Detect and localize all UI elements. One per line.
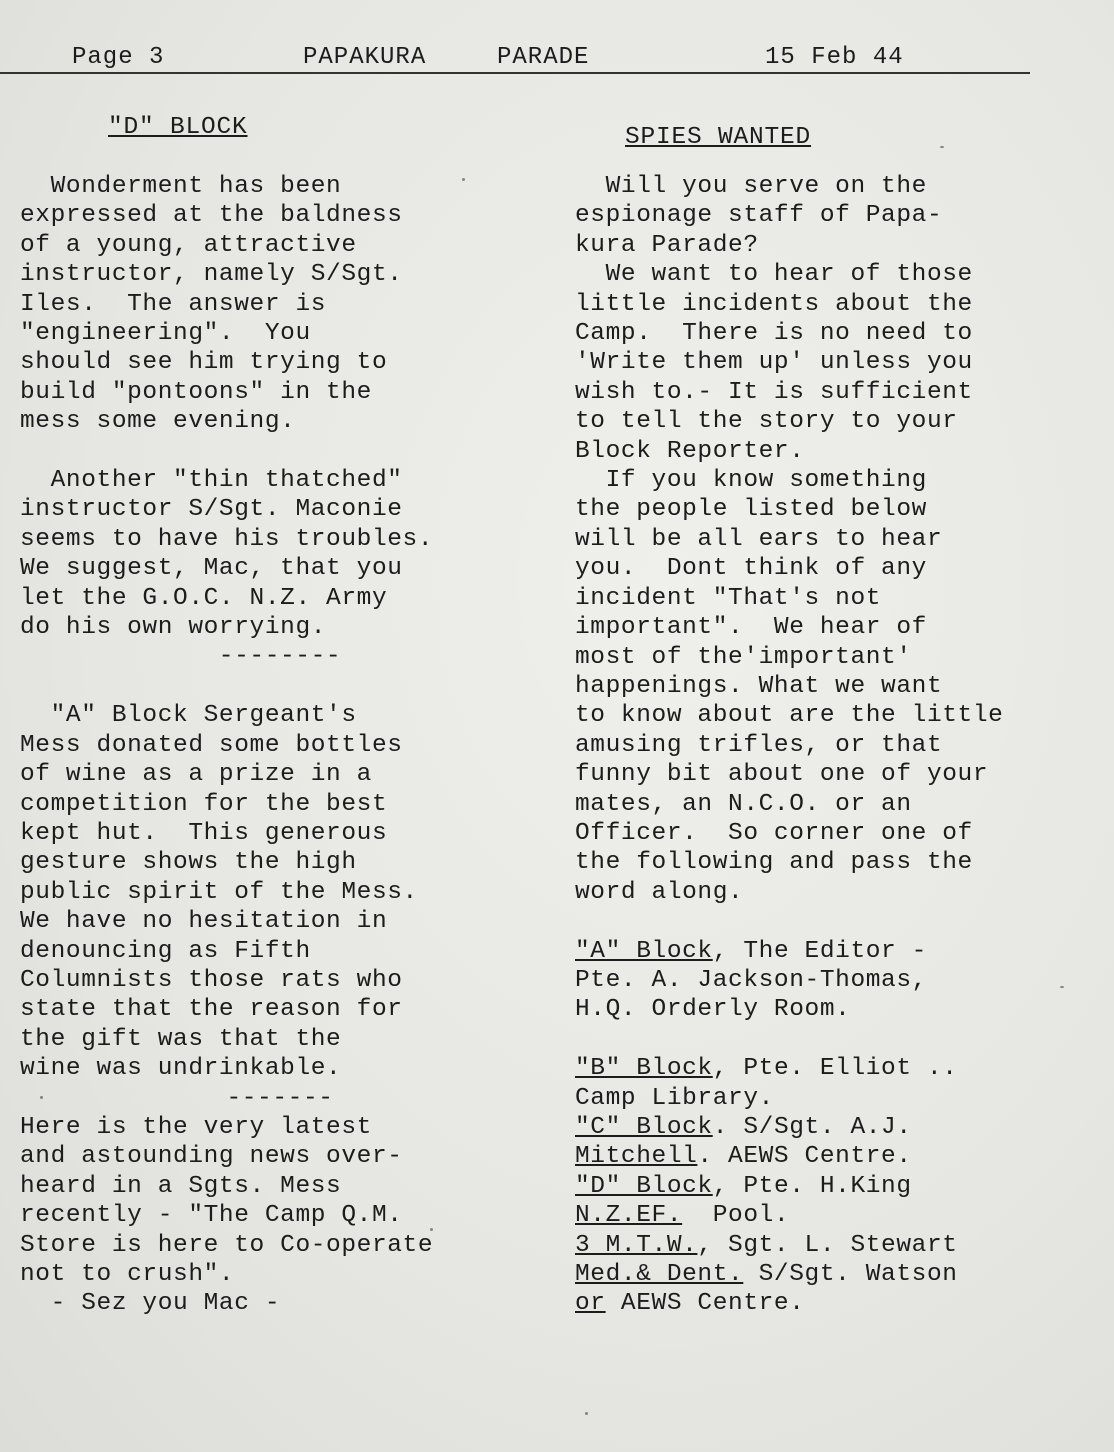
right-column (575, 172, 1095, 1319)
text-line: word along. (575, 878, 744, 906)
contact-label: Med.& Dent. (575, 1261, 744, 1288)
publication-title-2: PARADE (497, 44, 590, 71)
separator-line: ------- (226, 1084, 334, 1112)
text-line: 'Write them up' unless you (575, 349, 973, 377)
publication-title: PAPAKURA (303, 44, 427, 71)
contact-line (575, 1201, 1095, 1230)
text-line: "engineering". You (20, 320, 311, 348)
contact-label: "A" Block (575, 937, 713, 965)
contact-line (575, 966, 1095, 995)
text-line: wish to.- It is sufficient (575, 378, 973, 406)
text-line: to tell the story to your (575, 408, 958, 436)
text-line: and astounding news over- (20, 1143, 403, 1171)
contact-line (575, 1084, 1095, 1113)
text-line: state that the reason for (20, 996, 403, 1024)
text-line: mess some evening. (20, 408, 296, 436)
text-line: recently - "The Camp Q.M. (20, 1202, 403, 1230)
text-line: let the G.O.C. N.Z. Army (20, 584, 388, 612)
contact-line (575, 1260, 1095, 1289)
ink-speck (40, 1096, 43, 1099)
text-line: denouncing as Fifth (20, 937, 311, 965)
contact-line (575, 1231, 1095, 1260)
text-line: competition for the best (20, 790, 388, 818)
text-line: Columnists those rats who (20, 966, 403, 994)
contact-detail: , Pte. H.King (712, 1172, 912, 1200)
text-line: kura Parade? (575, 231, 759, 259)
spies-wanted-heading: SPIES WANTED (625, 124, 812, 151)
contact-line (575, 1113, 1095, 1142)
contact-detail: , Pte. Elliot .. (712, 1055, 958, 1083)
issue-date: 15 Feb 44 (765, 44, 904, 71)
text-line: incident "That's not (575, 584, 882, 612)
text-line: We want to hear of those (575, 261, 973, 289)
text-line: do his own worrying. (20, 614, 327, 642)
text-line: "A" Block Sergeant's (20, 702, 357, 730)
contact-line (575, 1289, 1095, 1318)
page-header (0, 44, 1114, 80)
ink-speck (430, 1228, 433, 1231)
contact-label: "C" Block (575, 1113, 713, 1141)
text-line: instructor S/Sgt. Maconie (20, 496, 403, 524)
ink-speck (462, 178, 465, 181)
contact-detail: . S/Sgt. A.J. (712, 1113, 912, 1141)
contact-detail: Camp Library. (575, 1084, 774, 1112)
text-line: expressed at the baldness (20, 202, 403, 230)
text-line: of a young, attractive (20, 231, 357, 259)
text-line: gesture shows the high (20, 849, 357, 877)
text-line: amusing trifles, or that (575, 731, 943, 759)
text-line: funny bit about one of your (575, 761, 989, 789)
contact-detail: S/Sgt. Watson (743, 1261, 958, 1288)
header-rule (0, 72, 1030, 74)
text-line: should see him trying to (20, 349, 388, 377)
ink-speck (1060, 986, 1064, 988)
text-line: If you know something (575, 467, 927, 495)
text-line: instructor, namely S/Sgt. (20, 261, 403, 289)
text-line: not to crush". (20, 1261, 235, 1288)
text-line: seems to have his troubles. (20, 525, 434, 553)
text-line: Camp. There is no need to (575, 320, 973, 348)
text-line: Iles. The answer is (20, 290, 327, 318)
contact-detail: Pool. (682, 1202, 790, 1230)
contact-label: 3 M.T.W. (575, 1231, 698, 1259)
text-line: wine was undrinkable. (20, 1055, 342, 1083)
text-line: happenings. What we want (575, 672, 943, 700)
text-line: Wonderment has been (20, 173, 342, 200)
separator-line: -------- (218, 643, 342, 671)
contact-line (575, 995, 1095, 1024)
ink-speck (940, 146, 944, 148)
contact-line (575, 1054, 1095, 1083)
contact-label: or (575, 1290, 606, 1318)
contact-label: N.Z.EF. (575, 1202, 683, 1230)
contact-detail: Pte. A. Jackson-Thomas, (575, 966, 927, 994)
text-line: the people listed below (575, 496, 927, 524)
text-line: We suggest, Mac, that you (20, 555, 403, 583)
text-line: the gift was that the (20, 1025, 342, 1053)
text-line: little incidents about the (575, 290, 973, 318)
text-line: Officer. So corner one of (575, 819, 973, 847)
contact-detail: , The Editor - (712, 937, 927, 965)
text-line: heard in a Sgts. Mess (20, 1172, 342, 1200)
text-line: to know about are the little (575, 702, 1004, 730)
text-line: will be all ears to hear (575, 525, 943, 553)
text-line: Another "thin thatched" (20, 467, 403, 495)
contact-detail: AEWS Centre. (605, 1290, 805, 1318)
text-line: Here is the very latest (20, 1113, 372, 1141)
text-line: Mess donated some bottles (20, 731, 403, 759)
text-line: important". We hear of (575, 614, 927, 642)
text-line: mates, an N.C.O. or an (575, 790, 912, 818)
text-line: kept hut. This generous (20, 819, 388, 847)
text-line: public spirit of the Mess. (20, 878, 418, 906)
text-line: most of the'important' (575, 643, 912, 671)
text-line: you. Dont think of any (575, 555, 927, 583)
text-line: Will you serve on the (575, 173, 927, 200)
contact-label: Mitchell (575, 1143, 698, 1171)
contact-label: "D" Block (575, 1172, 713, 1200)
left-column (20, 172, 540, 1319)
ink-speck (585, 1412, 588, 1415)
text-line: Store is here to Co-operate (20, 1231, 434, 1259)
contact-detail: . AEWS Centre. (697, 1143, 912, 1171)
text-line: Block Reporter. (575, 437, 805, 465)
d-block-heading: "D" BLOCK (108, 114, 248, 141)
page-number: Page 3 (72, 44, 165, 71)
contact-detail: H.Q. Orderly Room. (575, 996, 851, 1024)
text-line: of wine as a prize in a (20, 761, 372, 789)
text-line: build "pontoons" in the (20, 378, 372, 406)
contact-line (575, 1142, 1095, 1171)
text-line: - Sez you Mac - (20, 1290, 281, 1318)
contact-label: "B" Block (575, 1055, 713, 1083)
text-line: the following and pass the (575, 849, 973, 877)
text-line: espionage staff of Papa- (575, 202, 943, 230)
contact-detail: , Sgt. L. Stewart (697, 1231, 958, 1259)
text-line: We have no hesitation in (20, 908, 388, 936)
contact-line (575, 937, 1095, 966)
contact-line (575, 1172, 1095, 1201)
